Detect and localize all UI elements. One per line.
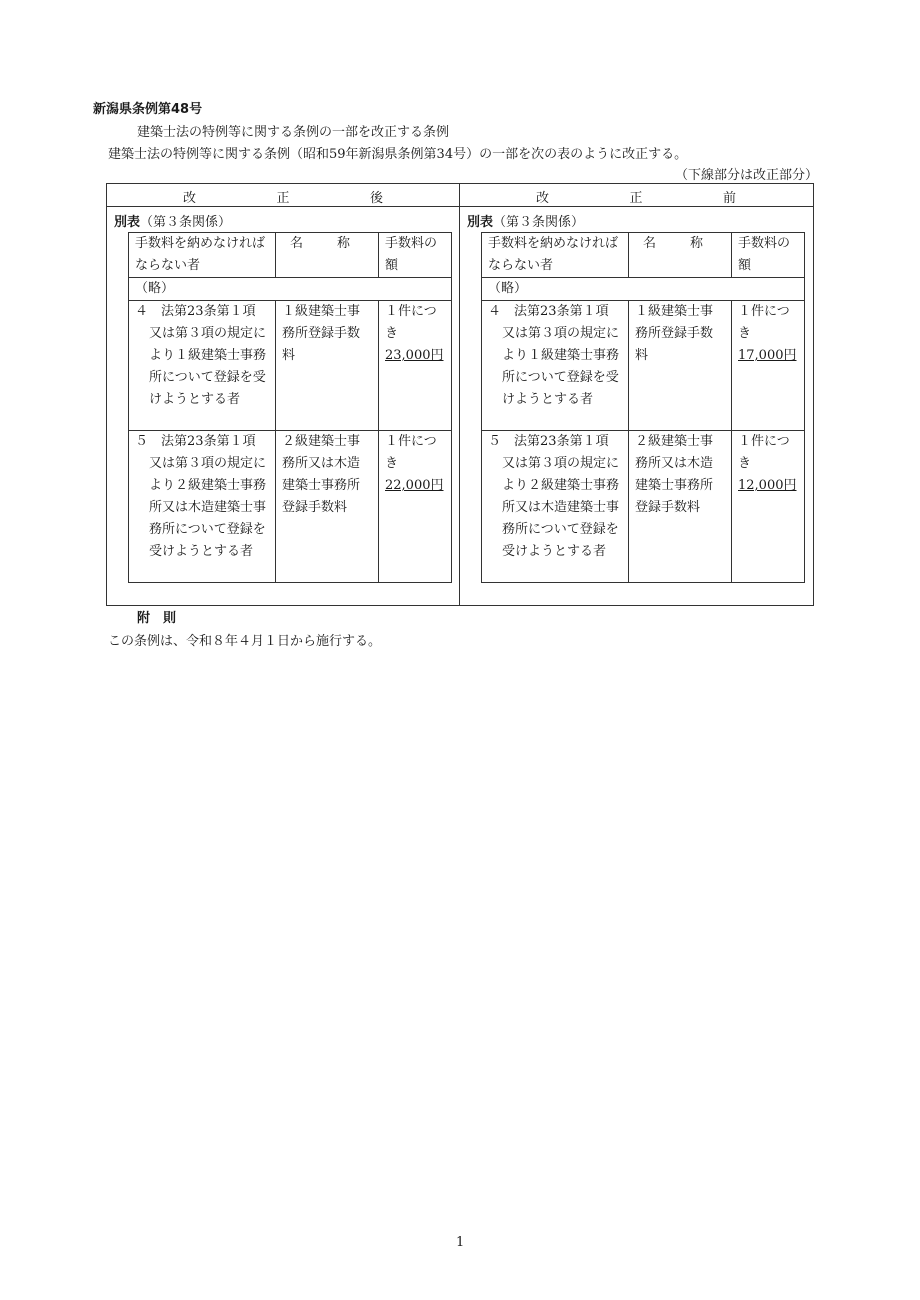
row-number: ５: [488, 434, 502, 449]
supplementary-text: この条例は、令和８年４月１日から施行する。: [108, 634, 382, 649]
header-payer: 手数料を納めなければならない者: [482, 233, 629, 278]
name-cell: １級建築士事務所登録手数料: [276, 301, 379, 431]
row-number: ４: [488, 304, 502, 319]
fee-cell: [732, 431, 805, 583]
page-number: 1: [456, 1235, 465, 1250]
fee-cell: [379, 431, 452, 583]
table-row: [129, 278, 452, 301]
header-fee: 手数料の額: [379, 233, 452, 278]
before-panel-title: [467, 211, 584, 230]
table-header-row: [482, 233, 805, 278]
schedule-label: 別表: [114, 215, 141, 230]
name-cell: １級建築士事務所登録手数料: [629, 301, 732, 431]
supplementary-heading: 附 則: [137, 611, 177, 626]
row-number: ５: [135, 434, 149, 449]
row-first-line: 法第23条第１項: [161, 434, 256, 449]
header-name-char: 称: [336, 236, 350, 251]
underline-note: （下線部分は改正部分）: [674, 168, 818, 183]
after-fee-table: [128, 232, 452, 583]
fee-prefix: １件につき: [738, 304, 790, 341]
fee-prefix: １件につき: [385, 434, 437, 471]
before-heading-char: 正: [629, 191, 643, 206]
fee-amount: 22,000円: [385, 478, 444, 493]
table-row: [482, 278, 805, 301]
after-heading-char: 正: [276, 191, 290, 206]
ordinance-title: 建築士法の特例等に関する条例の一部を改正する条例: [137, 125, 450, 140]
row-first-line: 法第23条第１項: [161, 304, 256, 319]
schedule-ref: （第３条関係）: [140, 215, 232, 230]
before-fee-table: [481, 232, 805, 583]
row-rest: 又は第３項の規定により２級建築士事務所又は木造建築士事務所について登録を受けようとする者: [149, 456, 267, 559]
schedule-label: 別表: [467, 215, 494, 230]
table-row: [129, 301, 452, 431]
fee-amount: 23,000円: [385, 348, 444, 363]
fee-prefix: １件につき: [738, 434, 790, 471]
header-name-char: 名: [643, 236, 657, 251]
fee-amount: 12,000円: [738, 478, 797, 493]
row-first-line: 法第23条第１項: [514, 304, 609, 319]
after-panel-title: [114, 211, 231, 230]
table-row: [482, 431, 805, 583]
omitted-row: （略）: [482, 278, 805, 301]
omitted-row: （略）: [129, 278, 452, 301]
after-heading-char: 改: [183, 191, 197, 206]
column-divider: [459, 184, 460, 605]
header-payer: 手数料を納めなければならない者: [129, 233, 276, 278]
row-rest: 又は第３項の規定により１級建築士事務所について登録を受けようとする者: [502, 326, 620, 407]
after-heading-char: 後: [369, 191, 383, 206]
comparison-table: [106, 183, 814, 606]
row-first-line: 法第23条第１項: [514, 434, 609, 449]
table-row: [129, 431, 452, 583]
schedule-ref: （第３条関係）: [493, 215, 585, 230]
table-header-row: [129, 233, 452, 278]
payer-cell: [482, 431, 629, 583]
fee-cell: [379, 301, 452, 431]
table-row: [482, 301, 805, 431]
header-name-char: 名: [290, 236, 304, 251]
intro-text: 建築士法の特例等に関する条例（昭和59年新潟県条例第34号）の一部を次の表のように改正する。: [108, 147, 688, 162]
before-heading-char: 前: [722, 191, 736, 206]
header-fee: 手数料の額: [732, 233, 805, 278]
name-cell: ２級建築士事務所又は木造建築士事務所登録手数料: [276, 431, 379, 583]
header-divider: [107, 206, 813, 207]
fee-cell: [732, 301, 805, 431]
header-name: [629, 233, 732, 278]
name-cell: ２級建築士事務所又は木造建築士事務所登録手数料: [629, 431, 732, 583]
row-number: ４: [135, 304, 149, 319]
payer-cell: [482, 301, 629, 431]
fee-amount: 17,000円: [738, 348, 797, 363]
before-heading: [460, 187, 812, 205]
fee-prefix: １件につき: [385, 304, 437, 341]
before-heading-char: 改: [536, 191, 550, 206]
payer-cell: [129, 301, 276, 431]
row-rest: 又は第３項の規定により１級建築士事務所について登録を受けようとする者: [149, 326, 267, 407]
row-rest: 又は第３項の規定により２級建築士事務所又は木造建築士事務所について登録を受けようとする者: [502, 456, 620, 559]
payer-cell: [129, 431, 276, 583]
header-name-char: 称: [689, 236, 703, 251]
ordinance-number: 新潟県条例第48号: [93, 102, 203, 117]
after-heading: [107, 187, 459, 205]
header-name: [276, 233, 379, 278]
